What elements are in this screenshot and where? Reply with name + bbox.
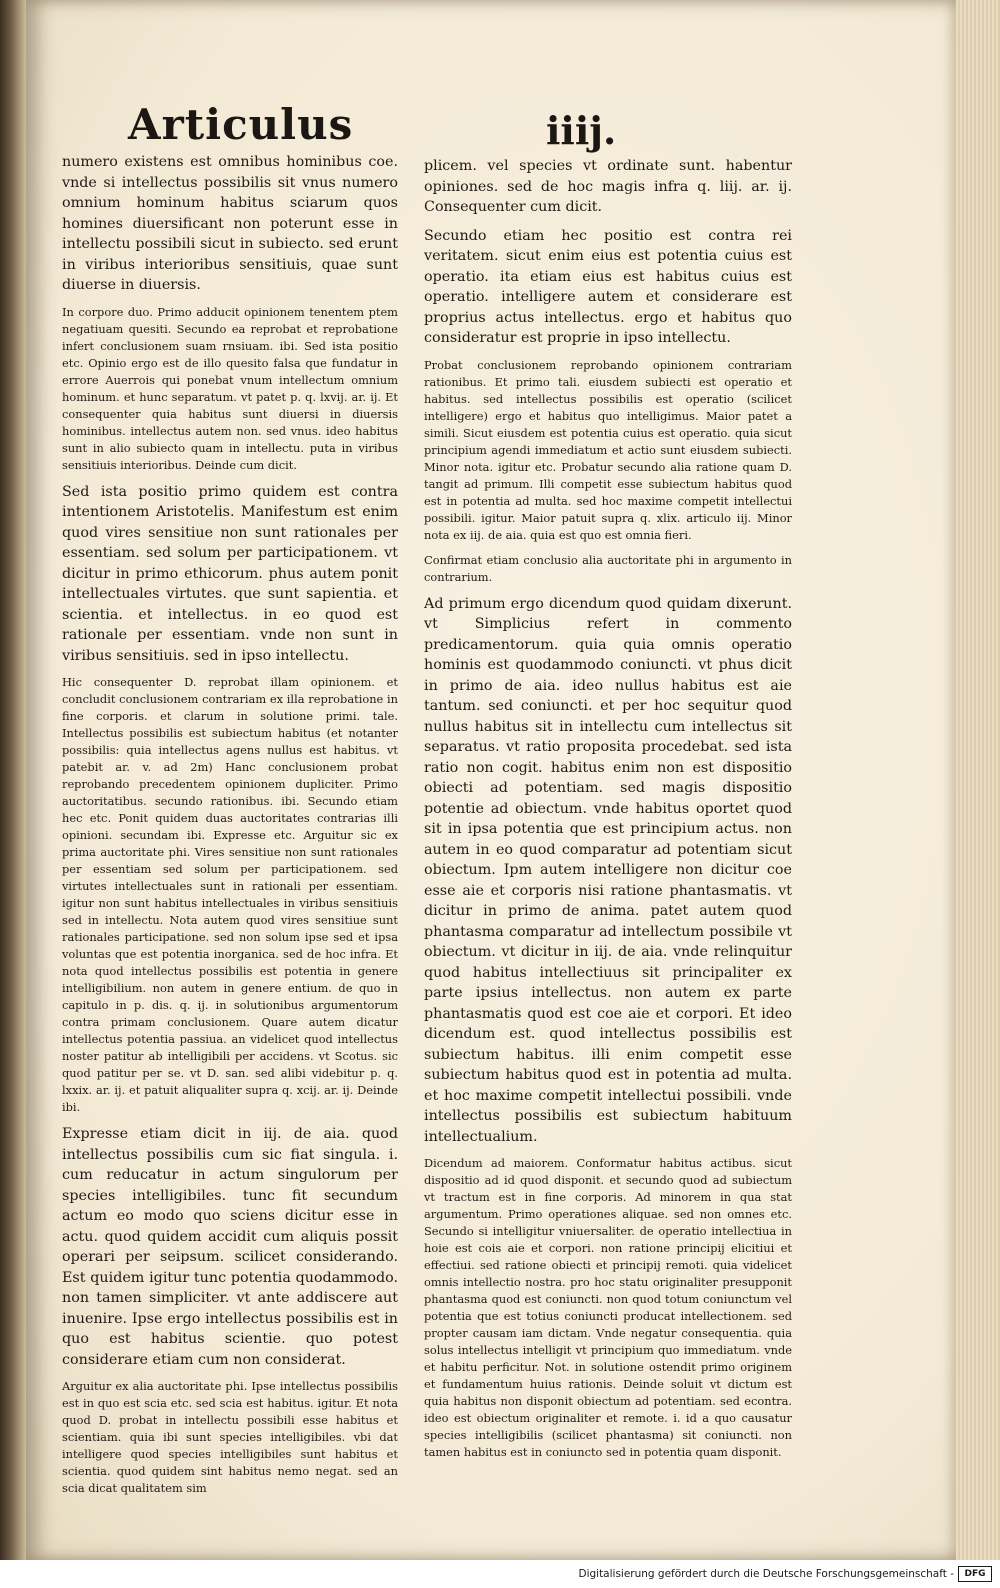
text-paragraph: Ad primum ergo dicendum quod quidam dixerunt. vt Simplicius refert in commento predicamentorum. quia quia omnis operatio hominis est quodammodo coniuncti. vt phus dicit in primo de aia. ideo nullus habitus est aie tantum. sed coniuncti. et per hoc sequitur quod nullus habitus sit in intellectu cum intellectus sit separatus. vt ratio proposita procedebat. sed ista ratio non cogit. habitus enim non est dispositio obiecti ad potentiam. sed magis dispositio potentie ad obiectum. vnde habitus oportet quod sit in ipsa potentia que est principium actus. non autem in eo quod comparatur ad potentiam sicut obiectum. Ipm autem intelligere non dicitur coe esse aie et corporis nisi ratione phantasmatis. vt dicitur in primo de anima. patet autem quod phantasma comparatur ad intellectum possibile vt obiectum. vt dicitur in iij. de aia. vnde relinquitur quod habitus intellectiuus sit principaliter ex parte ipsius intellectus. non autem ex parte phantasmatis quod est coe aie et corpori. Et ideo dicendum est. quod intellectus possibilis est subiectum habitus. illi enim competit esse subiectum habitus quod est in potentia ad multa. et hoc maxime competit intellectui possibili. vnde intellectus possibilis est subiectum habituum intellectualium. [424, 595, 792, 1145]
text-paragraph: Sed ista positio primo quidem est contra intentionem Aristotelis. Manifestum est enim quod vires sensitiue non sunt rationales per essentiam. sed solum per participationem. vt dicitur in primo ethicorum. phus autem ponit intellectuales virtutes. que sunt sapientia. et scientia. et intellectus. in eo quod est rationale per essentiam. vnde non sunt in viribus sensitiuis. sed in ipso intellectu. [62, 483, 398, 664]
footer-bar [0, 1560, 1000, 1588]
text-paragraph: plicem. vel species vt ordinate sunt. habentur opiniones. sed de hoc magis infra q. liij. ar. ij. Consequenter cum dicit. [424, 158, 792, 215]
funding-credit: Digitalisierung gefördert durch die Deutsche Forschungsgemeinschaft - [578, 1568, 954, 1580]
text-paragraph: Dicendum ad maiorem. Conformatur habitus actibus. sicut dispositio ad id quod disponit. et secundo quod ad subiectum vt tractum est in fine corporis. Ad minorem in qua stat argumentum. Primo operationes aliquae. sed non omnes etc. Secundo si intelligitur vniuersaliter. de operatio intellectiua in hoie est cois aie et corpori. non ratione principij elicitiui et effectiui. sed ratione obiecti et principij remoti. quia videlicet omnis intellectio nostra. pro hoc statu originaliter presupponit phantasma quod est coniuncti. non quod totum coniunctum vel potentia que est totius coniuncti producat intellectionem. sed propter causam iam dictam. Vnde negatur consequentia. quia solus intellectus intelligit vt principium quo immediatum. vnde et habitu perficitur. Not. in solutione ostendit primo originem et fundamentum huius rationis. Deinde soluit vt dictum est quia habitus non disponit obiectum ad potentiam. sed econtra. ideo est obiectum originaliter et remote. i. id a quo causatur species intelligibilis (scilicet phantasma) sit coniuncti. non tamen habitus est in coniuncto sed in potentia quam disponit. [424, 1156, 792, 1459]
text-paragraph: Expresse etiam dicit in iij. de aia. quod intellectus possibilis cum sic fiat singula. i. cum reducatur in actum singulorum per species intelligibiles. tunc fit secundum actum eo modo quo sciens dicitur esse in actu. quod quidem accidit cum aliquis possit operari per seipsum. scilicet considerando. Est quidem igitur tunc potentia quodammodo. non tamen simpliciter. vt ante addiscere aut inuenire. Ipse ergo intellectus possibilis est in quo est habitus scientie. quo potest considerare etiam cum non considerat. [62, 1126, 398, 1368]
text-paragraph: In corpore duo. Primo adducit opinionem tenentem ptem negatiuam quesiti. Secundo ea reprobat et reprobatione infert conclusionem suam rnsiuam. ibi. Sed ista positio etc. Opinio ergo est de illo quesito falsa que fundatur in errore Auerrois qui ponebat vnum intellectum omnium hominum. et hunc separatum. vt patet p. q. lxvij. ar. ij. Et consequenter quia habitus sunt diuersi in diuersis hominibus. intellectus autem non. sed vnus. ideo habitus sunt in alio subiecto quam in intellectu. puta in viribus sensitiuis interioribus. Deinde cum dicit. [62, 304, 398, 472]
left-text-column [62, 152, 398, 1505]
running-head-left: Articulus [128, 100, 354, 149]
text-paragraph: Hic consequenter D. reprobat illam opinionem. et concludit conclusionem contrariam ex illa reprobatione in fine corporis. et clarum in solutione primi. tale. Intellectus possibilis est subiectum habitus (et notanter possibilis: quia intellectus agens nullus est habitus. vt patebit ar. v. ad 2m) Hanc conclusionem probat reprobando precedentem opinionem dupliciter. Primo auctoritatibus. secundo rationibus. ibi. Secundo etiam hec etc. Ponit quidem duas auctoritates contrarias illi opinioni. secundam ibi. Expresse etc. Arguitur sic ex prima auctoritate phi. Vires sensitiue non sunt rationales per essentiam sed solum per participationem. sed virtutes intellectuales sunt in rationali per essentiam. igitur non sunt habitus intellectuales in viribus sensitiuis sed in intellectu. Nota autem quod vires sensitiue sunt rationales participatione. sed non solum ipse sed et ipsa voluntas que est potentia inorganica. sed de hoc infra. Et nota quod intellectus possibilis est potentia in genere intelligibilium. non autem in genere entium. de quo in capitulo in p. dis. q. ij. in solutionibus argumentorum contra primam conclusionem. Quare autem dicatur intellectus potentia passiua. an videlicet quod intellectus noster patitur ab intelligibili per accidens. vt Scotus. sic quod patitur per se. vt D. san. sed alibi videbitur p. q. lxxix. ar. ij. et patuit aliqualiter supra q. xcij. ar. ij. Deinde ibi. [62, 675, 398, 1114]
text-paragraph: Probat conclusionem reprobando opinionem contrariam rationibus. Et primo tali. eiusdem subiecti est operatio et habitus. sed intellectus possibilis est operatio (scilicet intelligere) ergo et habitus quo intelligimus. Maior patet a simili. Sicut eiusdem est potentia cuius est operatio. quia sicut principium agendi immediatum et actio sunt eiusdem subiecti. Minor nota. igitur etc. Probatur secundo alia ratione quam D. tangit ad primum. Illi competit esse subiectum habitus quod est in potentia ad multa. sed hoc maxime competit intellectui possibili. igitur. Maior patuit supra q. xlix. articulo iij. Minor nota ex iij. de aia. quia est quo est omnia fieri. [424, 357, 792, 542]
book-fore-edge [956, 0, 1000, 1560]
text-paragraph: Secundo etiam hec positio est contra rei veritatem. sicut enim eius est potentia cuius est operatio. ita etiam eius est habitus cuius est operatio. intelligere autem et considerare est proprius actus intellectus. ergo et habitus quo consideratur est proprie in ipso intellectu. [424, 227, 792, 346]
text-paragraph: Confirmat etiam conclusio alia auctoritate phi in argumento in contrarium. [424, 552, 792, 584]
text-paragraph: Arguitur ex alia auctoritate phi. Ipse intellectus possibilis est in quo est scia etc. sed scia est habitus. igitur. Et nota quod D. probat in intellectu possibili esse habitus et scientiam. quia ibi sunt species intelligibiles. vbi dat intelligere quod species intelligibiles sunt habitus et scientia. quod quidem sint habitus nemo negat. sed an scia dicat qualitatem sim [62, 1379, 398, 1495]
book-page [26, 0, 956, 1560]
text-paragraph: numero existens est omnibus hominibus coe. vnde si intellectus possibilis sit vnus numero omnium hominum habitus sciarum quos homines diuersificant non poterunt esse in intellectu possibili sicut in subiecto. sed erunt in viribus interioribus sensitiuis, quae sunt diuerse in diuersis. [62, 154, 398, 293]
right-text-column [424, 156, 792, 1469]
previous-page-edge [0, 0, 26, 1560]
dfg-logo: DFG [958, 1566, 992, 1582]
running-head-right: iiij. [546, 108, 617, 153]
